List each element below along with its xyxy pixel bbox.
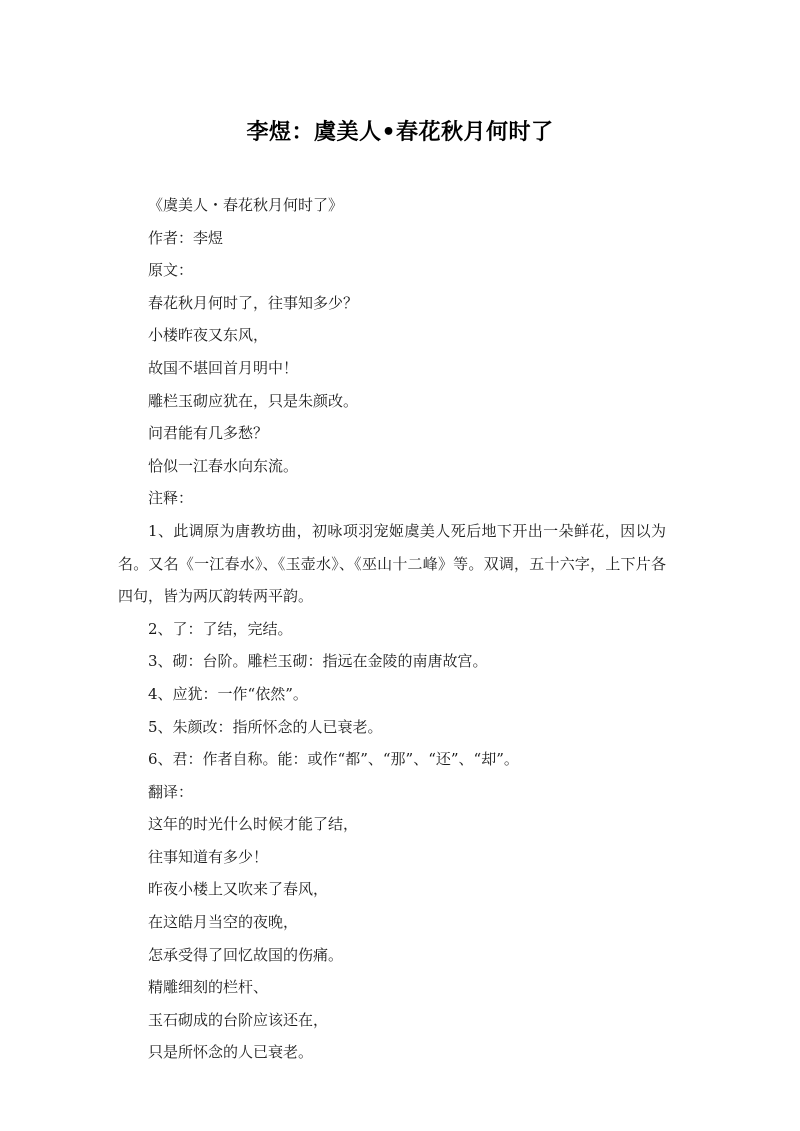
document-title: 李煜：虞美人•春花秋月何时了 <box>246 120 554 145</box>
note-paragraph: 1、此调原为唐教坊曲，初咏项羽宠姬虞美人死后地下开出一朵鲜花，因以为名。又名《一江春水》、《玉壶水》、《巫山十二峰》等。双调，五十六字，上下片各四句，皆为两仄韵转两平韵。 <box>118 521 666 606</box>
note-line: 5、朱颜改：指所怀念的人已衰老。 <box>148 717 383 736</box>
translation-line: 昨夜小楼上又吹来了春风， <box>148 880 329 899</box>
note-line: 6、君：作者自称。能：或作“都”、“那”、“还”、“却”。 <box>148 750 519 769</box>
note-line: 3、砌：台阶。雕栏玉砌：指远在金陵的南唐故宫。 <box>148 652 488 671</box>
poem-line: 小楼昨夜又东风， <box>148 326 269 345</box>
translation-line: 往事知道有多少！ <box>148 847 269 866</box>
translation-line: 只是所怀念的人已衰老。 <box>148 1043 314 1062</box>
note-line: 4、应犹：一作“依然”。 <box>148 684 308 703</box>
translation-line: 玉石砌成的台阶应该还在， <box>148 1010 329 1029</box>
poem-line: 雕栏玉砌应犹在，只是朱颜改。 <box>148 391 359 410</box>
document-body <box>118 189 666 1069</box>
translation-line: 这年的时光什么时候才能了结， <box>148 815 359 834</box>
original-heading: 原文： <box>148 261 194 280</box>
translation-line: 精雕细刻的栏杆、 <box>148 978 269 997</box>
poem-line: 问君能有几多愁？ <box>148 424 269 443</box>
translation-heading: 翻译： <box>148 782 194 801</box>
author-line: 作者：李煜 <box>148 228 224 247</box>
poem-title-line: 《虞美人・春花秋月何时了》 <box>148 196 344 214</box>
poem-line: 春花秋月何时了，往事知多少？ <box>148 293 359 312</box>
poem-line: 故国不堪回首月明中！ <box>148 358 299 377</box>
note-line: 2、了：了结，完结。 <box>148 619 293 638</box>
translation-line: 怎承受得了回忆故国的伤痛。 <box>148 945 344 964</box>
poem-line: 恰似一江春水向东流。 <box>148 456 299 475</box>
notes-heading: 注释： <box>148 489 194 508</box>
translation-line: 在这皓月当空的夜晚， <box>148 913 299 932</box>
